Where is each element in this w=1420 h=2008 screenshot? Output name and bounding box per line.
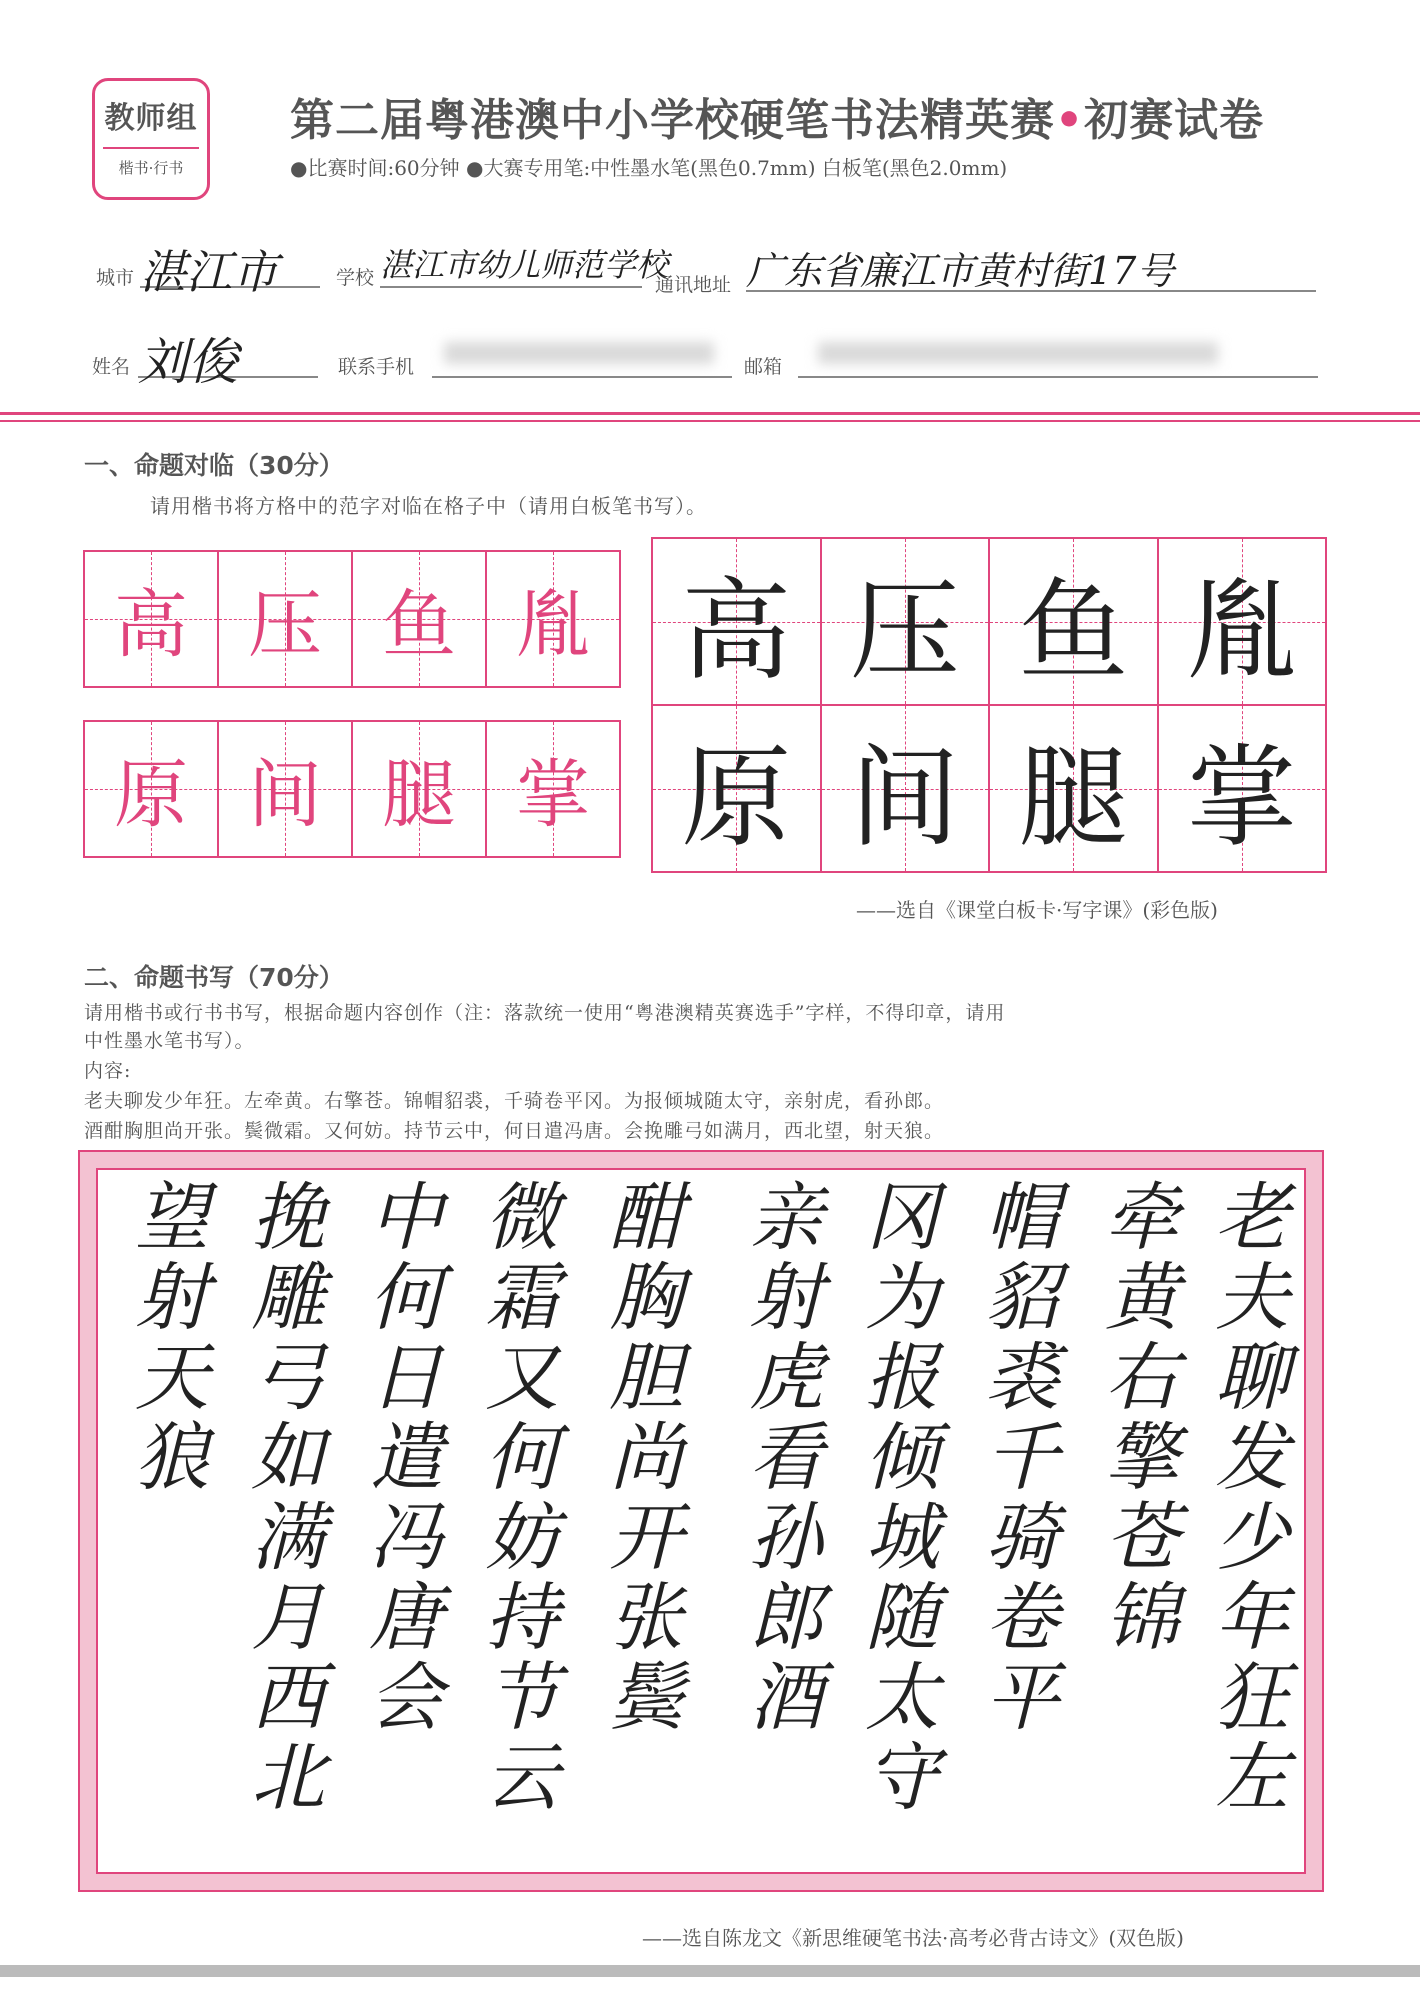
handwritten-column-2: 牵黄右擎苍锦 xyxy=(1093,1178,1179,1658)
badge-subtitle: 楷书·行书 xyxy=(118,159,184,177)
title-tail: 初赛试卷 xyxy=(1084,95,1265,146)
copy-cell xyxy=(822,706,991,871)
model-cell xyxy=(353,552,487,686)
copy-char: 胤 xyxy=(1186,566,1297,695)
handwritten-column-8: 中何日遣冯唐会 xyxy=(357,1178,443,1738)
title-dot: • xyxy=(1055,95,1085,146)
section2-instruction-1: 请用楷书或行书书写，根据命题内容创作（注：落款统一使用“粤港澳精英赛选手”字样，不得印章，请用 xyxy=(84,1002,1006,1024)
page-title xyxy=(290,84,1264,148)
copy-cell xyxy=(1159,539,1326,704)
handwritten-column-5: 亲射虎看孙郎酒 xyxy=(737,1178,823,1738)
address-value: 广东省廉江市黄村街17号 xyxy=(746,249,1175,293)
city-label: 城市 xyxy=(96,267,135,289)
city-field[interactable] xyxy=(140,236,320,299)
copy-cell xyxy=(653,706,822,871)
address-field[interactable] xyxy=(746,240,1316,292)
copy-cell xyxy=(1159,706,1326,871)
handwritten-column-6: 酣胸胆尚开张鬓 xyxy=(597,1178,683,1738)
scan-edge xyxy=(0,1965,1420,1977)
phone-label: 联系手机 xyxy=(338,356,415,378)
handwritten-column-7: 微霜又何妨持节云 xyxy=(473,1178,559,1818)
copy-cell xyxy=(990,706,1159,871)
model-cell xyxy=(85,552,219,686)
handwritten-column-10: 望射天狼 xyxy=(123,1178,209,1498)
phone-redacted xyxy=(444,342,714,364)
copy-char: 腿 xyxy=(1018,733,1129,862)
handwritten-column-9: 挽雕弓如满月西北 xyxy=(239,1178,325,1818)
section2-heading: 二、命题书写（70分） xyxy=(84,963,344,992)
address-label: 通讯地址 xyxy=(655,274,732,296)
section1-heading: 一、命题对临（30分） xyxy=(84,451,344,480)
exam-subtitle: ●比赛时间:60分钟 ●大赛专用笔:中性墨水笔(黑色0.7mm) 白板笔(黑色2.0mm) xyxy=(290,156,1008,180)
badge-title: 教师组 xyxy=(104,101,198,136)
content-line-2: 酒酣胸胆尚开张。鬓微霜。又何妨。持节云中，何日遣冯唐。会挽雕弓如满月，西北望，射天狼。 xyxy=(84,1120,945,1142)
copy-char: 间 xyxy=(849,733,960,862)
model-char: 间 xyxy=(248,752,322,838)
school-label: 学校 xyxy=(336,267,375,289)
copy-grid-row2 xyxy=(653,706,1325,871)
content-line-1: 老夫聊发少年狂。左牵黄。右擎苍。锦帽貂裘，千骑卷平冈。为报倾城随太守，亲射虎，看孙郎。 xyxy=(84,1090,945,1112)
model-char: 鱼 xyxy=(382,582,456,668)
email-field[interactable] xyxy=(798,334,1318,378)
model-char: 压 xyxy=(248,582,322,668)
model-char: 腿 xyxy=(382,752,456,838)
email-label: 邮箱 xyxy=(744,356,783,378)
header-divider-bottom xyxy=(0,420,1420,422)
section1-instruction: 请用楷书将方格中的范字对临在格子中（请用白板笔书写）。 xyxy=(150,494,707,518)
model-cell xyxy=(85,722,219,856)
model-char: 胤 xyxy=(516,582,590,668)
title-main: 第二届粤港澳中小学校硬笔书法精英赛 xyxy=(290,95,1055,146)
name-label: 姓名 xyxy=(92,356,131,378)
section1-source: ——选自《课堂白板卡·写字课》(彩色版) xyxy=(856,898,1218,922)
section2-source: ——选自陈龙文《新思维硬笔书法·高考必背古诗文》(双色版) xyxy=(642,1926,1184,1950)
copy-cell xyxy=(653,539,822,704)
copy-grid-row1 xyxy=(653,539,1325,706)
section2-instruction-2: 中性墨水笔书写）。 xyxy=(84,1030,255,1052)
model-char: 掌 xyxy=(516,752,590,838)
school-field[interactable] xyxy=(380,240,669,288)
model-cell xyxy=(487,552,619,686)
badge-divider xyxy=(103,147,199,149)
model-cell xyxy=(219,722,353,856)
name-field[interactable] xyxy=(138,322,318,391)
copy-cell xyxy=(990,539,1159,704)
copy-char: 压 xyxy=(849,566,960,695)
model-cell xyxy=(487,722,619,856)
email-redacted xyxy=(818,342,1218,364)
copy-char: 掌 xyxy=(1186,733,1297,862)
model-char: 高 xyxy=(114,582,188,668)
school-value: 湛江市幼儿师范学校 xyxy=(380,246,669,284)
model-grid-row2 xyxy=(83,720,621,858)
name-value: 刘俊 xyxy=(138,333,238,391)
model-grid-row1 xyxy=(83,550,621,688)
header-divider-top xyxy=(0,412,1420,415)
handwritten-column-1: 老夫聊发少年狂左 xyxy=(1203,1178,1289,1818)
phone-field[interactable] xyxy=(432,334,732,378)
city-value: 湛江市 xyxy=(140,245,278,299)
content-label: 内容: xyxy=(84,1060,132,1082)
group-badge xyxy=(92,78,210,200)
model-char: 原 xyxy=(114,752,188,838)
copy-char: 原 xyxy=(681,733,792,862)
model-cell xyxy=(353,722,487,856)
handwritten-column-4: 冈为报倾城随太守 xyxy=(853,1178,939,1818)
copy-cell xyxy=(822,539,991,704)
copy-char: 高 xyxy=(681,566,792,695)
model-cell xyxy=(219,552,353,686)
copy-char: 鱼 xyxy=(1018,566,1129,695)
copy-grid[interactable] xyxy=(651,537,1327,873)
handwritten-column-3: 帽貂裘千骑卷平 xyxy=(973,1178,1059,1738)
